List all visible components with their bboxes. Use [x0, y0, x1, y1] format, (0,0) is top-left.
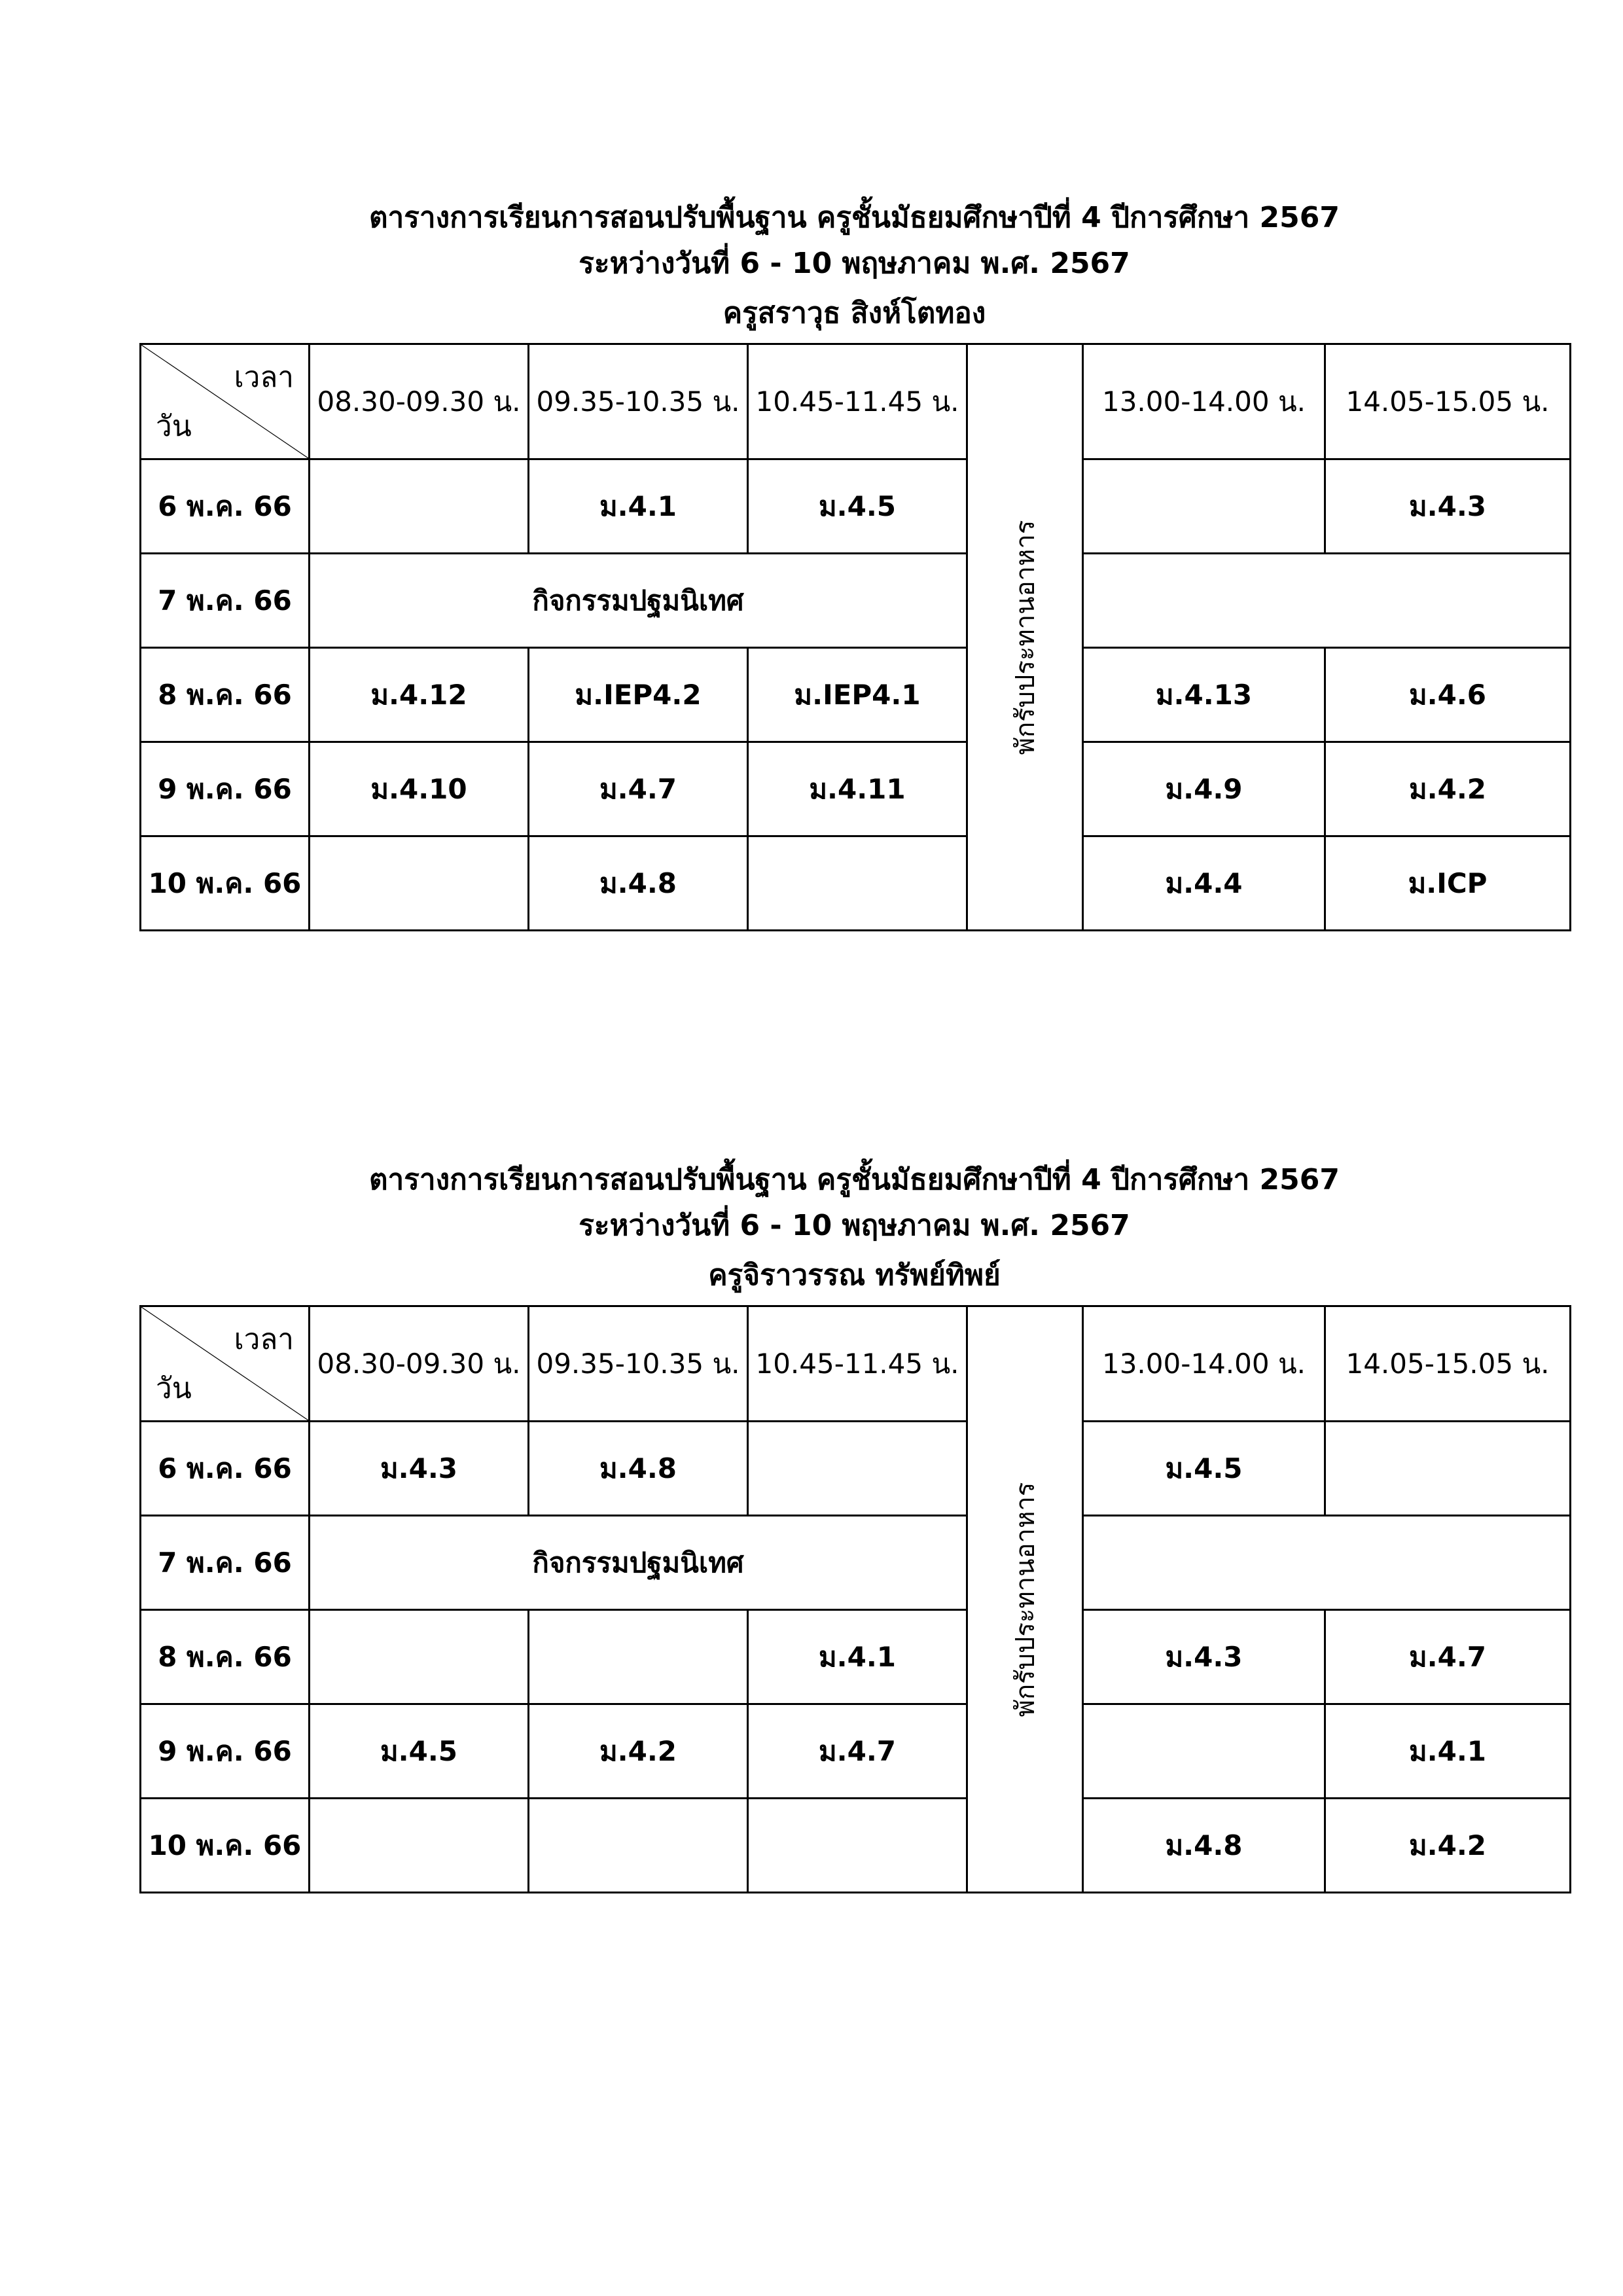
- table-row: [141, 1704, 1571, 1799]
- day-cell: 10 พ.ค. 66: [141, 1799, 310, 1893]
- lunch-break-column: [967, 1306, 1083, 1893]
- class-cell: ม.4.7: [748, 1704, 967, 1799]
- day-cell: 7 พ.ค. 66: [141, 554, 310, 648]
- day-cell: 9 พ.ค. 66: [141, 1704, 310, 1799]
- table-row: [141, 1610, 1571, 1704]
- schedule-title: ตารางการเรียนการสอนปรับพื้นฐาน ครูชั้นมัธยมศึกษาปีที่ 4 ปีการศึกษา 2567: [368, 201, 1340, 234]
- class-cell: [748, 1422, 967, 1516]
- class-cell: ม.4.3: [1083, 1610, 1325, 1704]
- time-header: 10.45-11.45 น.: [748, 1306, 967, 1422]
- teacher-name: ครูจิราวรรณ ทรัพย์ทิพย์: [708, 1259, 1001, 1292]
- schedule-teacher-1: [139, 196, 1569, 931]
- day-cell: 10 พ.ค. 66: [141, 836, 310, 931]
- day-cell: 6 พ.ค. 66: [141, 1422, 310, 1516]
- time-header: 14.05-15.05 น.: [1325, 344, 1571, 459]
- class-cell: [310, 1610, 529, 1704]
- class-cell: ม.4.8: [529, 1422, 748, 1516]
- day-cell: 8 พ.ค. 66: [141, 648, 310, 742]
- class-cell: [1325, 1422, 1571, 1516]
- schedule-heading: [139, 196, 1569, 343]
- schedule-dates: ระหว่างวันที่ 6 - 10 พฤษภาคม พ.ศ. 2567: [579, 247, 1130, 280]
- time-header: 09.35-10.35 น.: [529, 1306, 748, 1422]
- class-cell: [1083, 1704, 1325, 1799]
- time-header: 14.05-15.05 น.: [1325, 1306, 1571, 1422]
- class-cell: ม.IEP4.2: [529, 648, 748, 742]
- class-cell: ม.4.1: [1325, 1704, 1571, 1799]
- class-cell: ม.4.5: [748, 459, 967, 554]
- class-cell: ม.4.13: [1083, 648, 1325, 742]
- empty-afternoon-cell: [1083, 1516, 1571, 1610]
- orientation-activity-cell: กิจกรรมปฐมนิเทศ: [310, 554, 967, 648]
- schedule-table: [139, 1305, 1571, 1893]
- class-cell: ม.IEP4.1: [748, 648, 967, 742]
- class-cell: ม.4.4: [1083, 836, 1325, 931]
- class-cell: ม.4.7: [529, 742, 748, 836]
- time-header: 09.35-10.35 น.: [529, 344, 748, 459]
- class-cell: ม.4.1: [748, 1610, 967, 1704]
- class-cell: [310, 1799, 529, 1893]
- time-header: 13.00-14.00 น.: [1083, 1306, 1325, 1422]
- table-row: [141, 1516, 1571, 1610]
- table-row: [141, 1422, 1571, 1516]
- table-row: [141, 1799, 1571, 1893]
- corner-time-label: เวลา: [234, 361, 294, 394]
- class-cell: ม.4.2: [529, 1704, 748, 1799]
- table-row: [141, 554, 1571, 648]
- table-row: [141, 459, 1571, 554]
- class-cell: ม.4.10: [310, 742, 529, 836]
- corner-cell: [141, 1306, 310, 1422]
- class-cell: ม.4.2: [1325, 742, 1571, 836]
- class-cell: ม.ICP: [1325, 836, 1571, 931]
- header-row: [141, 1306, 1571, 1422]
- time-header: 10.45-11.45 น.: [748, 344, 967, 459]
- empty-afternoon-cell: [1083, 554, 1571, 648]
- class-cell: [748, 1799, 967, 1893]
- schedule-title: ตารางการเรียนการสอนปรับพื้นฐาน ครูชั้นมัธยมศึกษาปีที่ 4 ปีการศึกษา 2567: [368, 1163, 1340, 1196]
- class-cell: [529, 1799, 748, 1893]
- lunch-break-column: [967, 344, 1083, 931]
- class-cell: [748, 836, 967, 931]
- lunch-break-label: พักรับประทานอาหาร: [1010, 520, 1041, 755]
- class-cell: ม.4.9: [1083, 742, 1325, 836]
- time-header: 08.30-09.30 น.: [310, 344, 529, 459]
- class-cell: ม.4.11: [748, 742, 967, 836]
- day-cell: 7 พ.ค. 66: [141, 1516, 310, 1610]
- class-cell: ม.4.12: [310, 648, 529, 742]
- teacher-name: ครูสราวุธ สิงห์โตทอง: [722, 296, 986, 330]
- class-cell: [310, 836, 529, 931]
- corner-day-label: วัน: [156, 1372, 192, 1405]
- class-cell: [529, 1610, 748, 1704]
- day-cell: 6 พ.ค. 66: [141, 459, 310, 554]
- schedule-teacher-2: [139, 1158, 1569, 1893]
- day-cell: 8 พ.ค. 66: [141, 1610, 310, 1704]
- time-header: 08.30-09.30 น.: [310, 1306, 529, 1422]
- corner-time-label: เวลา: [234, 1323, 294, 1356]
- schedule-dates: ระหว่างวันที่ 6 - 10 พฤษภาคม พ.ศ. 2567: [579, 1209, 1130, 1242]
- lunch-break-label: พักรับประทานอาหาร: [1010, 1482, 1041, 1717]
- schedule-heading: [139, 1158, 1569, 1305]
- class-cell: [310, 459, 529, 554]
- corner-day-label: วัน: [156, 410, 192, 443]
- class-cell: ม.4.2: [1325, 1799, 1571, 1893]
- class-cell: ม.4.3: [310, 1422, 529, 1516]
- schedule-table: [139, 343, 1571, 931]
- class-cell: ม.4.5: [310, 1704, 529, 1799]
- class-cell: ม.4.8: [1083, 1799, 1325, 1893]
- header-row: [141, 344, 1571, 459]
- class-cell: ม.4.5: [1083, 1422, 1325, 1516]
- table-row: [141, 742, 1571, 836]
- class-cell: ม.4.1: [529, 459, 748, 554]
- class-cell: [1083, 459, 1325, 554]
- corner-cell: [141, 344, 310, 459]
- class-cell: ม.4.7: [1325, 1610, 1571, 1704]
- class-cell: ม.4.8: [529, 836, 748, 931]
- orientation-activity-cell: กิจกรรมปฐมนิเทศ: [310, 1516, 967, 1610]
- table-row: [141, 836, 1571, 931]
- table-row: [141, 648, 1571, 742]
- class-cell: ม.4.3: [1325, 459, 1571, 554]
- class-cell: ม.4.6: [1325, 648, 1571, 742]
- day-cell: 9 พ.ค. 66: [141, 742, 310, 836]
- time-header: 13.00-14.00 น.: [1083, 344, 1325, 459]
